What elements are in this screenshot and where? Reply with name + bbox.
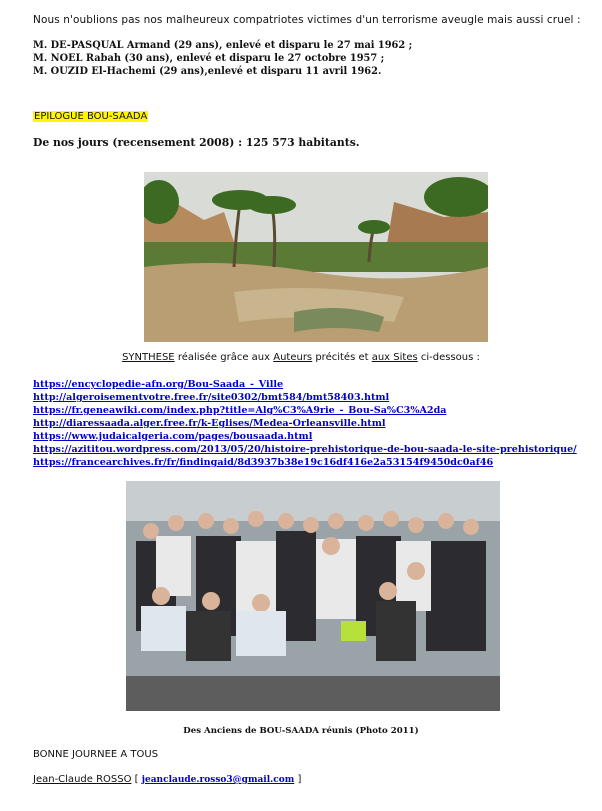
source-link[interactable]: https://francearchives.fr/fr/findingaid/8d3937b38e19c16df416e2a53154f9450dc0af46 <box>33 457 494 468</box>
source-link[interactable]: http://algeroisementvotre.free.fr/site0302/bmt584/bmt58403.html <box>33 392 390 403</box>
source-link[interactable]: https://www.judaicalgeria.com/pages/bousaada.html <box>33 431 313 442</box>
author-email-link[interactable]: jeanclaude.rosso3@gmail.com <box>141 775 295 785</box>
farewell-text: BONNE JOURNEE A TOUS <box>33 749 159 760</box>
intro-text: Nous n'oublions pas nos malheureux compatriotes victimes d'un terrorisme aveugle mais aussi cruel : <box>33 14 581 26</box>
source-link[interactable]: http://diaressaada.alger.free.fr/k-Eglises/Medea-Orleansville.html <box>33 418 386 429</box>
signature: Jean-Claude ROSSO [ jeanclaude.rosso3@gmail.com ] <box>33 774 302 785</box>
source-links <box>33 378 577 469</box>
synthese-word: SYNTHESE <box>122 352 175 363</box>
author-name: Jean-Claude ROSSO <box>33 774 132 785</box>
group-photo <box>126 481 500 711</box>
census-text: De nos jours (recensement 2008) : 125 573 habitants. <box>33 136 360 149</box>
oasis-photo <box>144 172 488 342</box>
source-link[interactable]: https://fr.geneawiki.com/index.php?title=Alg%C3%A9rie_-_Bou-Sa%C3%A2da <box>33 405 447 416</box>
victim-line: M. DE-PASQUAL Armand (29 ans), enlevé et disparu le 27 mai 1962 ; <box>33 40 413 51</box>
photo-caption: Des Anciens de BOU-SAADA réunis (Photo 2011) <box>183 726 419 736</box>
epilogue-heading: EPILOGUE BOU-SAADA <box>34 111 148 122</box>
auteurs-link[interactable]: Auteurs <box>273 352 313 363</box>
victims-list <box>33 39 412 78</box>
sites-link[interactable]: aux Sites <box>371 352 418 363</box>
source-link[interactable]: https://encyclopedie-afn.org/Bou-Saada_-_Ville <box>33 379 284 390</box>
synthese-line: SYNTHESE réalisée grâce aux Auteurs précités et aux Sites ci-dessous : <box>122 352 480 363</box>
victim-line: M. NOEL Rabah (30 ans), enlevé et disparu le 27 octobre 1957 ; <box>33 53 385 64</box>
source-link[interactable]: https://azititou.wordpress.com/2013/05/20/histoire-prehistorique-de-bou-saada-le-site-prehistorique/ <box>33 444 577 455</box>
victim-line: M. OUZID El-Hachemi (29 ans),enlevé et disparu 11 avril 1962. <box>33 66 382 77</box>
